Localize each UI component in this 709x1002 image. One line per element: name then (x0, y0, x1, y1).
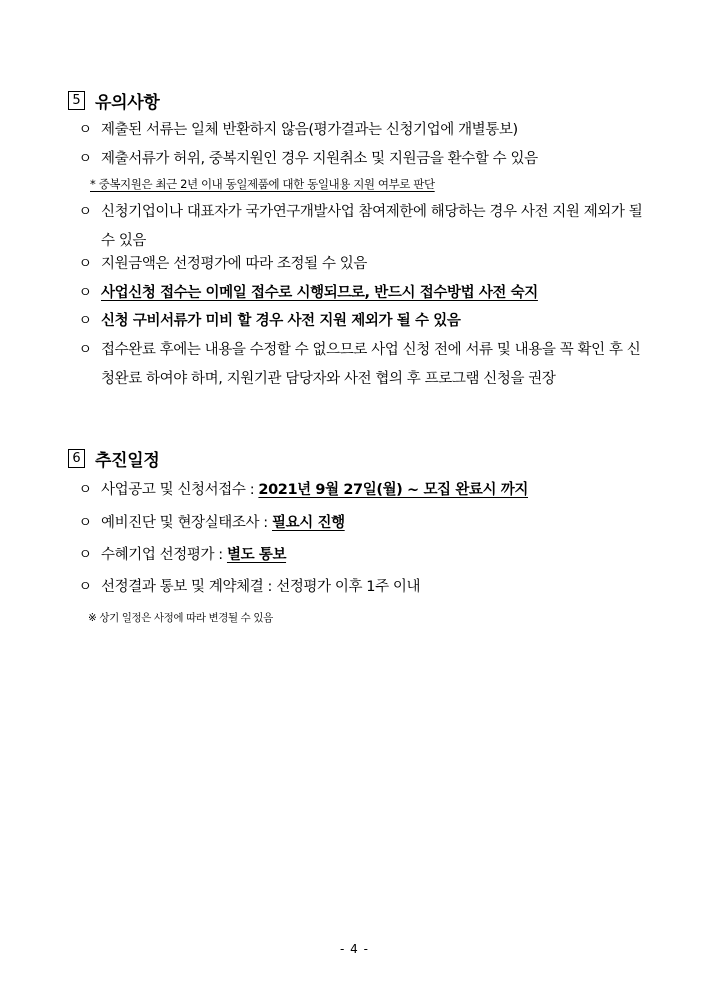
schedule-note: ※ 상기 일정은 사정에 따라 변경될 수 있음 (88, 612, 273, 624)
schedule-label: 사업공고 및 신청서접수 : (101, 482, 259, 498)
section-5-number: 5 (68, 91, 85, 110)
notice-item-2 (78, 145, 648, 174)
notice-item-5 (78, 279, 648, 308)
schedule-value: 2021년 9월 27일(월) ~ 모집 완료시 까지 (258, 482, 528, 498)
notice-item-3 (78, 198, 648, 256)
notice-item-text: 신청기업이나 대표자가 국가연구개발사업 참여제한에 해당하는 경우 사전 지원 제외가 될 수 있음 (101, 204, 643, 249)
duplicate-support-note (90, 176, 435, 192)
page-number: - 4 - (340, 942, 369, 956)
notice-item-text: 제출된 서류는 일체 반환하지 않음(평가결과는 신청기업에 개별통보) (101, 122, 518, 138)
notice-item-text: 신청 구비서류가 미비 할 경우 사전 지원 제외가 될 수 있음 (101, 313, 461, 329)
notice-item-6 (78, 307, 648, 336)
notice-item-1 (78, 116, 648, 145)
schedule-value: 필요시 진행 (272, 515, 345, 531)
schedule-label: 예비진단 및 현장실태조사 : (101, 515, 272, 531)
bullet-icon: ㅇ (78, 122, 92, 138)
bullet-icon: ㅇ (78, 204, 92, 220)
notice-item-4 (78, 250, 648, 279)
notice-item-text: 제출서류가 허위, 중복지원인 경우 지원취소 및 지원금을 환수할 수 있음 (101, 151, 538, 167)
section-5-heading (68, 88, 160, 113)
section-5-title: 유의사항 (95, 93, 160, 113)
schedule-item-1 (78, 476, 648, 505)
bullet-icon: ㅇ (78, 342, 92, 358)
schedule-value: 별도 통보 (226, 547, 287, 563)
schedule-item-2 (78, 509, 648, 538)
schedule-label: 선정결과 통보 및 계약체결 : 선정평가 이후 1주 이내 (101, 579, 421, 595)
bullet-icon: ㅇ (78, 482, 92, 498)
schedule-item-4 (78, 573, 648, 602)
bullet-icon: ㅇ (78, 151, 92, 167)
bullet-icon: ㅇ (78, 579, 92, 595)
bullet-icon: ㅇ (78, 547, 92, 563)
bullet-icon: ㅇ (78, 285, 92, 301)
notice-item-7 (78, 336, 648, 394)
section-6-number: 6 (68, 449, 85, 468)
section-6-title: 추진일정 (95, 451, 160, 471)
notice-item-text: 사업신청 접수는 이메일 접수로 시행되므로, 반드시 접수방법 사전 숙지 (101, 285, 538, 301)
section-6-heading (68, 446, 160, 471)
bullet-icon: ㅇ (78, 515, 92, 531)
bullet-icon: ㅇ (78, 313, 92, 329)
schedule-item-3 (78, 541, 648, 570)
note-text: * 중복지원은 최근 2년 이내 동일제품에 대한 동일내용 지원 여부로 판단 (90, 177, 435, 191)
notice-item-text: 지원금액은 선정평가에 따라 조정될 수 있음 (101, 256, 367, 272)
bullet-icon: ㅇ (78, 256, 92, 272)
schedule-label: 수혜기업 선정평가 : (101, 547, 227, 563)
notice-item-text: 접수완료 후에는 내용을 수정할 수 없으므로 사업 신청 전에 서류 및 내용을 꼭 확인 후 신청완료 하여야 하며, 지원기관 담당자와 사전 협의 후 프로그램 신청을 권장 (101, 342, 641, 387)
